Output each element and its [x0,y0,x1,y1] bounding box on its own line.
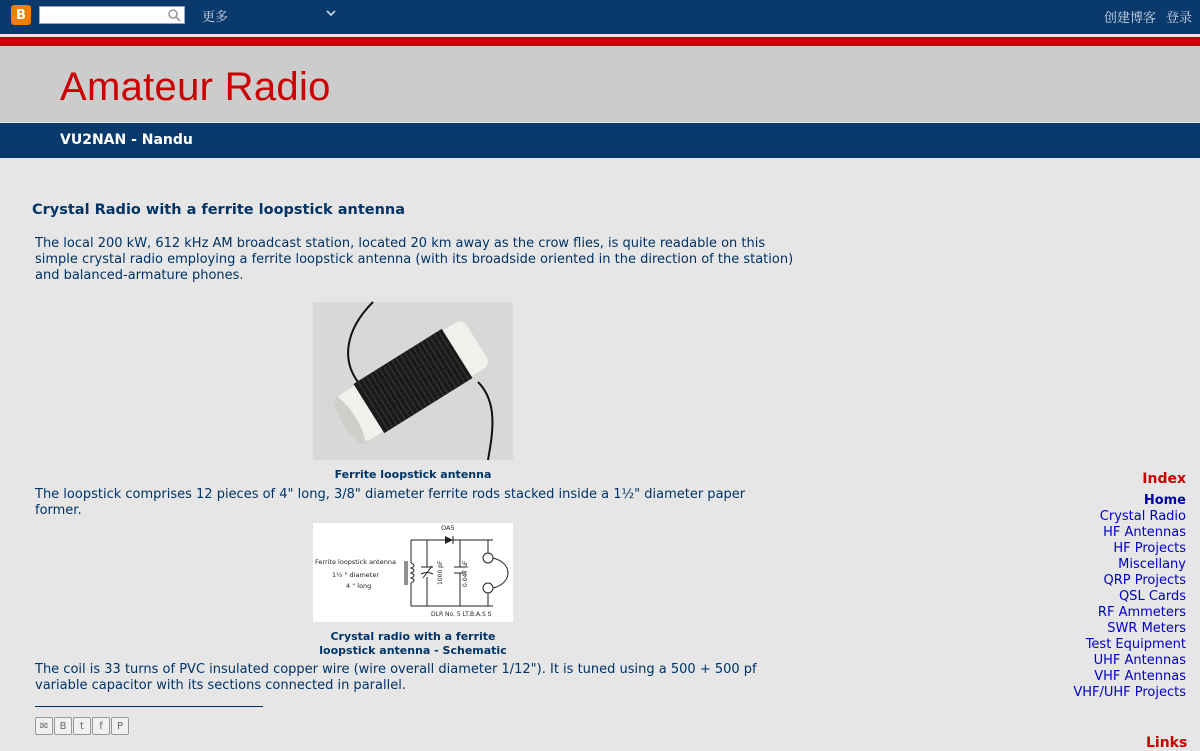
sidebar-item-vhf-uhf-projects[interactable]: VHF/UHF Projects [1073,685,1186,700]
figure-1-caption: Ferrite loopstick antenna [334,468,492,481]
post-divider [35,706,263,707]
blogger-share-icon[interactable]: B [54,717,72,735]
sidebar-item-rf-ammeters[interactable]: RF Ammeters [1097,605,1186,620]
post-paragraph-2: The loopstick comprises 12 pieces of 4" long, 3/8" diameter ferrite rods stacked inside a 1½" diameter paper former. [35,487,746,518]
sidebar-item-qrp-projects[interactable]: QRP Projects [1103,573,1186,588]
blogger-logo-icon[interactable]: B [11,5,31,25]
blog-description-bar [0,123,1200,158]
sidebar-item-vhf-antennas[interactable]: VHF Antennas [1094,669,1186,684]
navbar-search-input[interactable] [40,11,164,27]
sidebar-item-hf-antennas[interactable]: HF Antennas [1103,525,1186,540]
navbar [0,0,1200,34]
sidebar-heading: Index [1142,471,1186,487]
email-share-icon[interactable]: ✉ [35,717,53,735]
schematic-phones-label: DLR No. 5 LT.B.A.S S [431,611,492,618]
crystal-radio-schematic[interactable] [313,523,513,622]
schematic-length-label: 4 " long [346,582,372,590]
figure-schematic [313,523,513,658]
pinterest-share-icon[interactable]: P [111,717,129,735]
figure-2-caption-line-2: loopstick antenna - Schematic [319,644,507,657]
sidebar-item-miscellany[interactable]: Miscellany [1118,557,1186,572]
sidebar-item-test-equipment[interactable]: Test Equipment [1085,637,1186,652]
navbar-search-box [39,6,185,24]
create-blog-link[interactable]: 创建博客 [1103,11,1156,26]
ferrite-loopstick-photo[interactable] [313,302,513,460]
sidebar-item-uhf-antennas[interactable]: UHF Antennas [1093,653,1186,668]
blog-header [0,46,1200,122]
post-paragraph-1: The local 200 kW, 612 kHz AM broadcast station, located 20 km away as the crow flies, is quite readable on this simple crystal radio employing a ferrite loopstick antenna (with its broadside oriented in the direction of the station) and balanced-armature phones. [35,236,794,283]
sidebar-list [1073,493,1186,701]
header-red-stripe [0,37,1200,46]
schematic-diode-label: OA5 [441,524,455,532]
schematic-diameter-label: 1½ " diameter [332,571,380,579]
sidebar-item-qsl-cards[interactable]: QSL Cards [1118,589,1186,604]
sidebar-item-swr-meters[interactable]: SWR Meters [1107,621,1186,636]
sidebar-item-home[interactable]: Home [1143,493,1186,508]
navbar-more-menu[interactable]: 更多 [202,10,229,25]
sidebar-item-crystal-radio[interactable]: Crystal Radio [1099,509,1186,524]
schematic-antenna-label: Ferrite loopstick antenna [315,558,396,566]
blog-title[interactable]: Amateur Radio [60,65,331,109]
sidebar-item-hf-projects[interactable]: HF Projects [1113,541,1186,556]
post-title[interactable]: Crystal Radio with a ferrite loopstick antenna [32,202,406,218]
schematic-cap2-label: 0.047 µF [462,560,469,587]
twitter-share-icon[interactable]: t [73,717,91,735]
schematic-cap1-label: 1000 pF [437,560,444,585]
post-paragraph-3: The coil is 33 turns of PVC insulated copper wire (wire overall diameter 1/12"). It is tuned using a 500 + 500 pf variable capacitor with its sections connected in parallel. [35,662,757,693]
facebook-share-icon[interactable]: f [92,717,110,735]
figure-2-caption [313,630,513,658]
navbar-account-links [1104,7,1192,26]
blog-description: VU2NAN - Nandu [60,132,193,148]
sidebar-next-heading-label: Links [1146,735,1188,751]
chevron-down-icon[interactable] [326,9,336,17]
figure-2-caption-line-1: Crystal radio with a ferrite [330,630,496,643]
sidebar-index [1073,471,1186,701]
share-buttons [35,717,129,735]
login-link[interactable]: 登录 [1165,11,1192,26]
search-icon[interactable] [167,8,181,22]
figure-ferrite-loopstick [313,302,513,482]
sidebar-next-heading [1146,732,1188,751]
